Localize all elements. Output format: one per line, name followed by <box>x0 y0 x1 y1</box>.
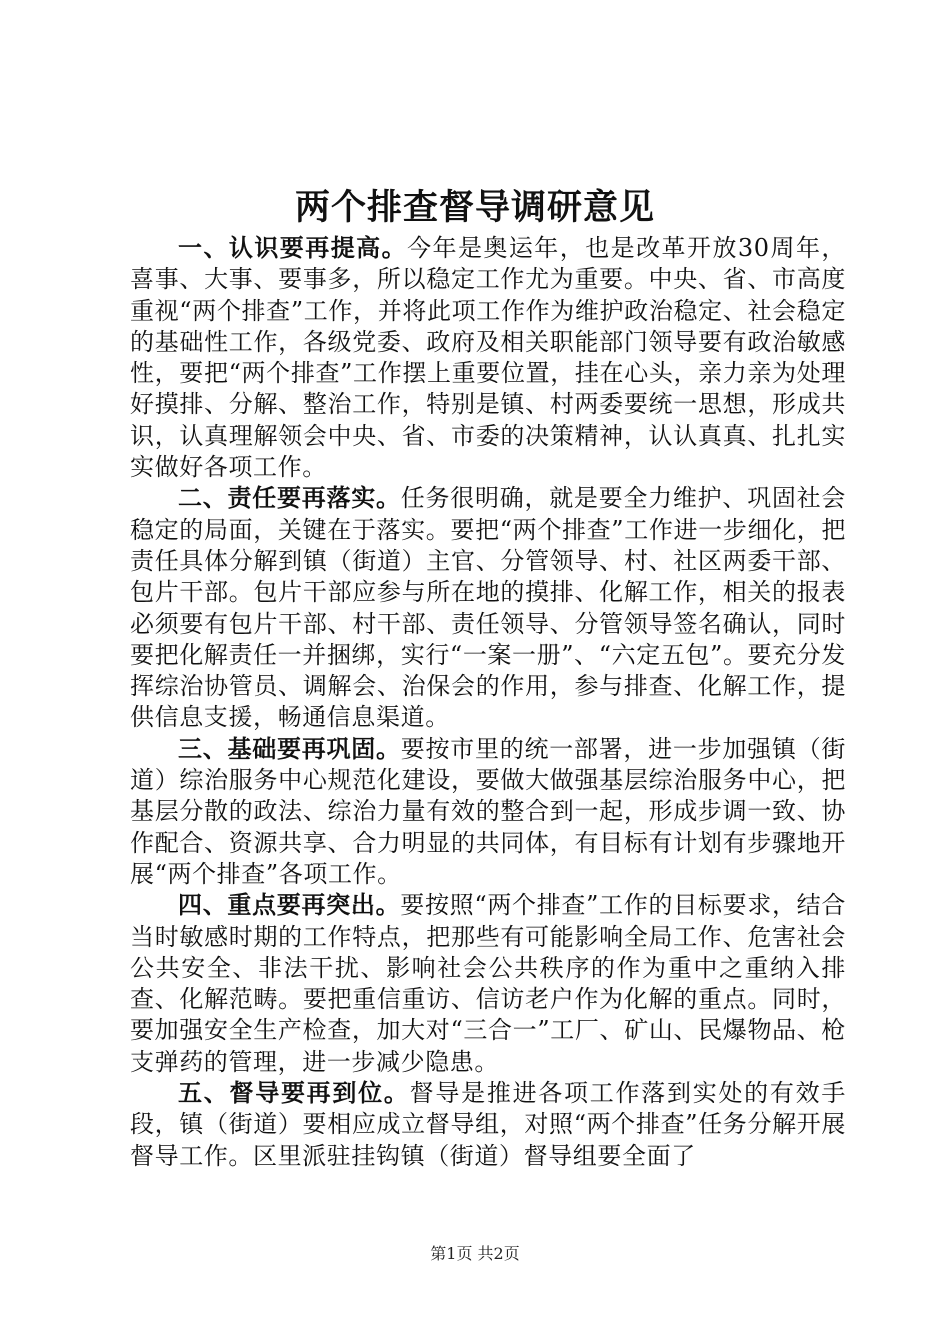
document-body <box>130 233 846 1172</box>
section-paragraph-2 <box>130 483 846 733</box>
document-title: 两个排查督导调研意见 <box>294 188 655 228</box>
section-heading-5: 五、督导要再到位。 <box>178 1079 410 1108</box>
section-heading-1: 一、认识要再提高。 <box>178 234 408 262</box>
section-heading-2: 二、责任要再落实。 <box>178 484 401 513</box>
section-heading-4: 四、重点要再突出。 <box>178 891 401 920</box>
section-text-4: 要按照“两个排查”工作的目标要求，结合当时敏感时期的工作特点，把那些有可能影响全局工作、危害社会公共安全、非法干扰、影响社会公共秩序的作为重中之重纳入排查、化解范畴。要把重信重访、信访老户作为化解的重点。同时，要加强安全生产检查，加大对“三合一”工厂、矿山、民爆物品、枪支弹药的管理，进一步减少隐患。 <box>130 891 846 1076</box>
section-heading-3: 三、基础要再巩固。 <box>178 734 401 763</box>
section-paragraph-3 <box>130 734 846 890</box>
section-text-2: 任务很明确，就是要全力维护、巩固社会稳定的局面，关键在于落实。要把“两个排查”工作进一步细化，把责任具体分解到镇（街道）主官、分管领导、村、社区两委干部、包片干部。包片干部应参与所在地的摸排、化解工作，相关的报表必须要有包片干部、村干部、责任领导、分管领导签名确认，同时要把化解责任一并捆绑，实行“一案一册”、“六定五包”。要充分发挥综治协管员、调解会、治保会的作用，参与排查、化解工作，提供信息支援，畅通信息渠道。 <box>130 484 846 732</box>
section-text-1: 今年是奥运年，也是改革开放30周年，喜事、大事、要事多，所以稳定工作尤为重要。中央、省、市高度重视“两个排查”工作，并将此项工作作为维护政治稳定、社会稳定的基础性工作，各级党委、政府及相关职能部门领导要有政治敏感性，要把“两个排查”工作摆上重要位置，挂在心头，亲力亲为处理好摸排、分解、整治工作，特别是镇、村两委要统一思想，形成共识，认真理解领会中央、省、市委的决策精神，认认真真、扎扎实实做好各项工作。 <box>130 234 847 482</box>
section-paragraph-5 <box>130 1078 846 1172</box>
page-number-footer: 第1页 共2页 <box>430 1244 520 1263</box>
section-paragraph-1 <box>130 233 846 483</box>
section-text-3: 要按市里的统一部署，进一步加强镇（街道）综治服务中心规范化建设，要做大做强基层综治服务中心，把基层分散的政法、综治力量有效的整合到一起，形成步调一致、协作配合、资源共享、合力明显的共同体，有目标有计划有步骤地开展“两个排查”各项工作。 <box>130 734 846 888</box>
section-text-5: 督导是推进各项工作落到实处的有效手段，镇（街道）要相应成立督导组，对照“两个排查”任务分解开展督导工作。区里派驻挂钩镇（街道）督导组要全面了 <box>130 1079 846 1170</box>
section-paragraph-4 <box>130 890 846 1078</box>
